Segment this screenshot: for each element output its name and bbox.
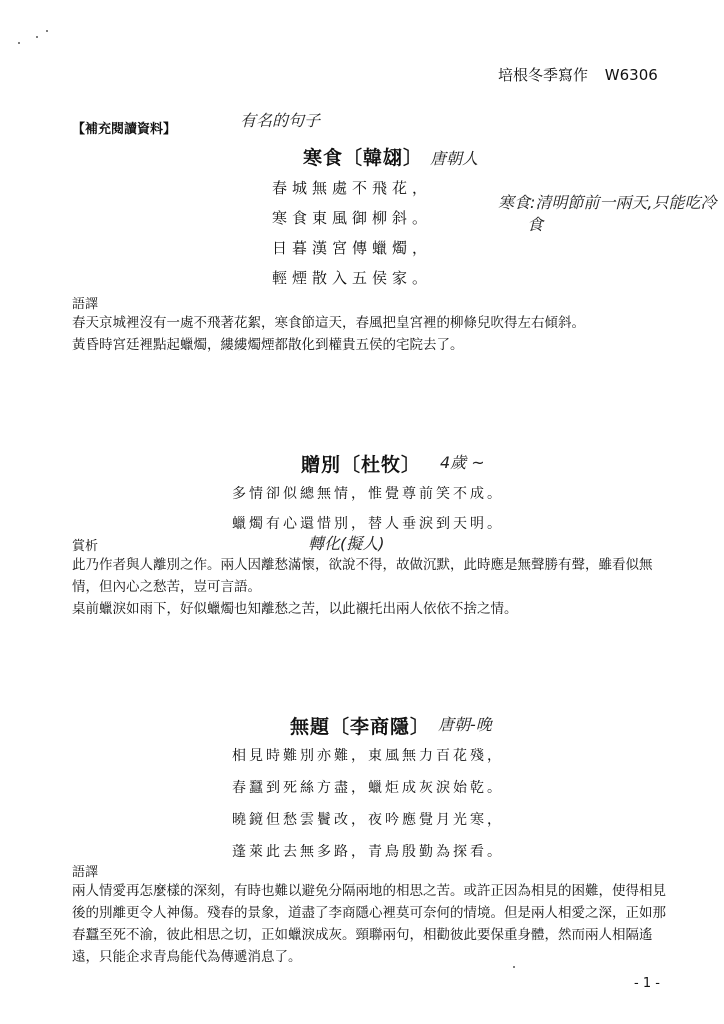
poem-title: 無題〔李商隱〕	[290, 716, 431, 738]
section-label: 語譯	[72, 865, 99, 880]
paragraph: 此乃作者與人離別之作。兩人因離愁滿懷，欲說不得，故做沉默，此時應是無聲勝有聲，雖看似無情，但內心之愁苦，豈可言語。	[72, 557, 653, 595]
poem-line: 寒食東風御柳斜。	[272, 209, 433, 227]
poem-title: 寒食〔韓翃〕	[303, 147, 424, 169]
paragraph: 黃昏時宮廷裡點起蠟燭，縷縷燭煙都散化到權貴五侯的宅院去了。	[72, 337, 464, 353]
poem-line: 蓬萊此去無多路，青鳥殷勤為探看。	[232, 844, 504, 860]
course-code: W6306	[604, 66, 658, 84]
scan-speck	[36, 36, 38, 38]
paragraph: 桌前蠟淚如雨下，好似蠟燭也知離愁之苦，以此襯托出兩人依依不捨之情。	[72, 601, 518, 617]
poem-line: 相見時難別亦難，東風無力百花殘，	[232, 748, 504, 764]
note-dynasty-late: 唐朝-晚	[438, 715, 492, 734]
poem-title: 贈別〔杜牧〕	[301, 454, 422, 476]
page-number: - 1 -	[634, 976, 660, 991]
paragraph: 兩人情愛再怎麼樣的深刻，有時也難以避免分隔兩地的相思之苦。或許正因為相見的困難，使得相見後的別離更令人神傷。殘春的景象，道盡了李商隱心裡莫可奈何的情境。但是兩人相愛之深，正如那春蠶至死不渝，彼此相思之切，正如蠟淚成灰。頸聯兩句，相勸彼此要保重身體，然而兩人相隔遙遠，只能企求青鳥能代為傳遞消息了。	[72, 883, 666, 965]
poem-line: 日暮漢宮傳蠟燭，	[272, 239, 433, 257]
note-famous-lines: 有名的句子	[240, 111, 321, 130]
scan-speck	[18, 42, 20, 44]
section-label: 語譯	[72, 297, 99, 312]
poem-line: 曉鏡但愁雲鬢改，夜吟應覺月光寒，	[232, 812, 504, 828]
note-cold-food-def-cont: 食	[527, 215, 544, 234]
supplement-label: 【補充閱讀資料】	[72, 122, 177, 137]
paragraph: 春天京城裡沒有一處不飛著花絮，寒食節這天，春風把皇宮裡的柳條兒吹得左右傾斜。	[72, 315, 585, 331]
note-personification: 轉化(擬人)	[308, 534, 385, 553]
poem-line: 輕煙散入五侯家。	[272, 269, 433, 287]
document-header	[498, 64, 658, 85]
note-cold-food-def: 寒食:清明節前一兩天,只能吃冷	[498, 193, 717, 212]
scan-speck	[46, 30, 48, 32]
poem-line: 春城無處不飛花，	[272, 179, 433, 197]
note-age: 4歲 ~	[440, 453, 485, 472]
poem-line: 蠟燭有心還惜別，替人垂淚到天明。	[232, 516, 504, 532]
note-dynasty: 唐朝人	[430, 149, 479, 168]
poem-line: 多情卻似總無情，惟覺尊前笑不成。	[232, 486, 504, 502]
poem-line: 春蠶到死絲方盡，蠟炬成灰淚始乾。	[232, 780, 504, 796]
section-label: 賞析	[72, 539, 99, 554]
course-title: 培根冬季寫作	[498, 66, 589, 84]
